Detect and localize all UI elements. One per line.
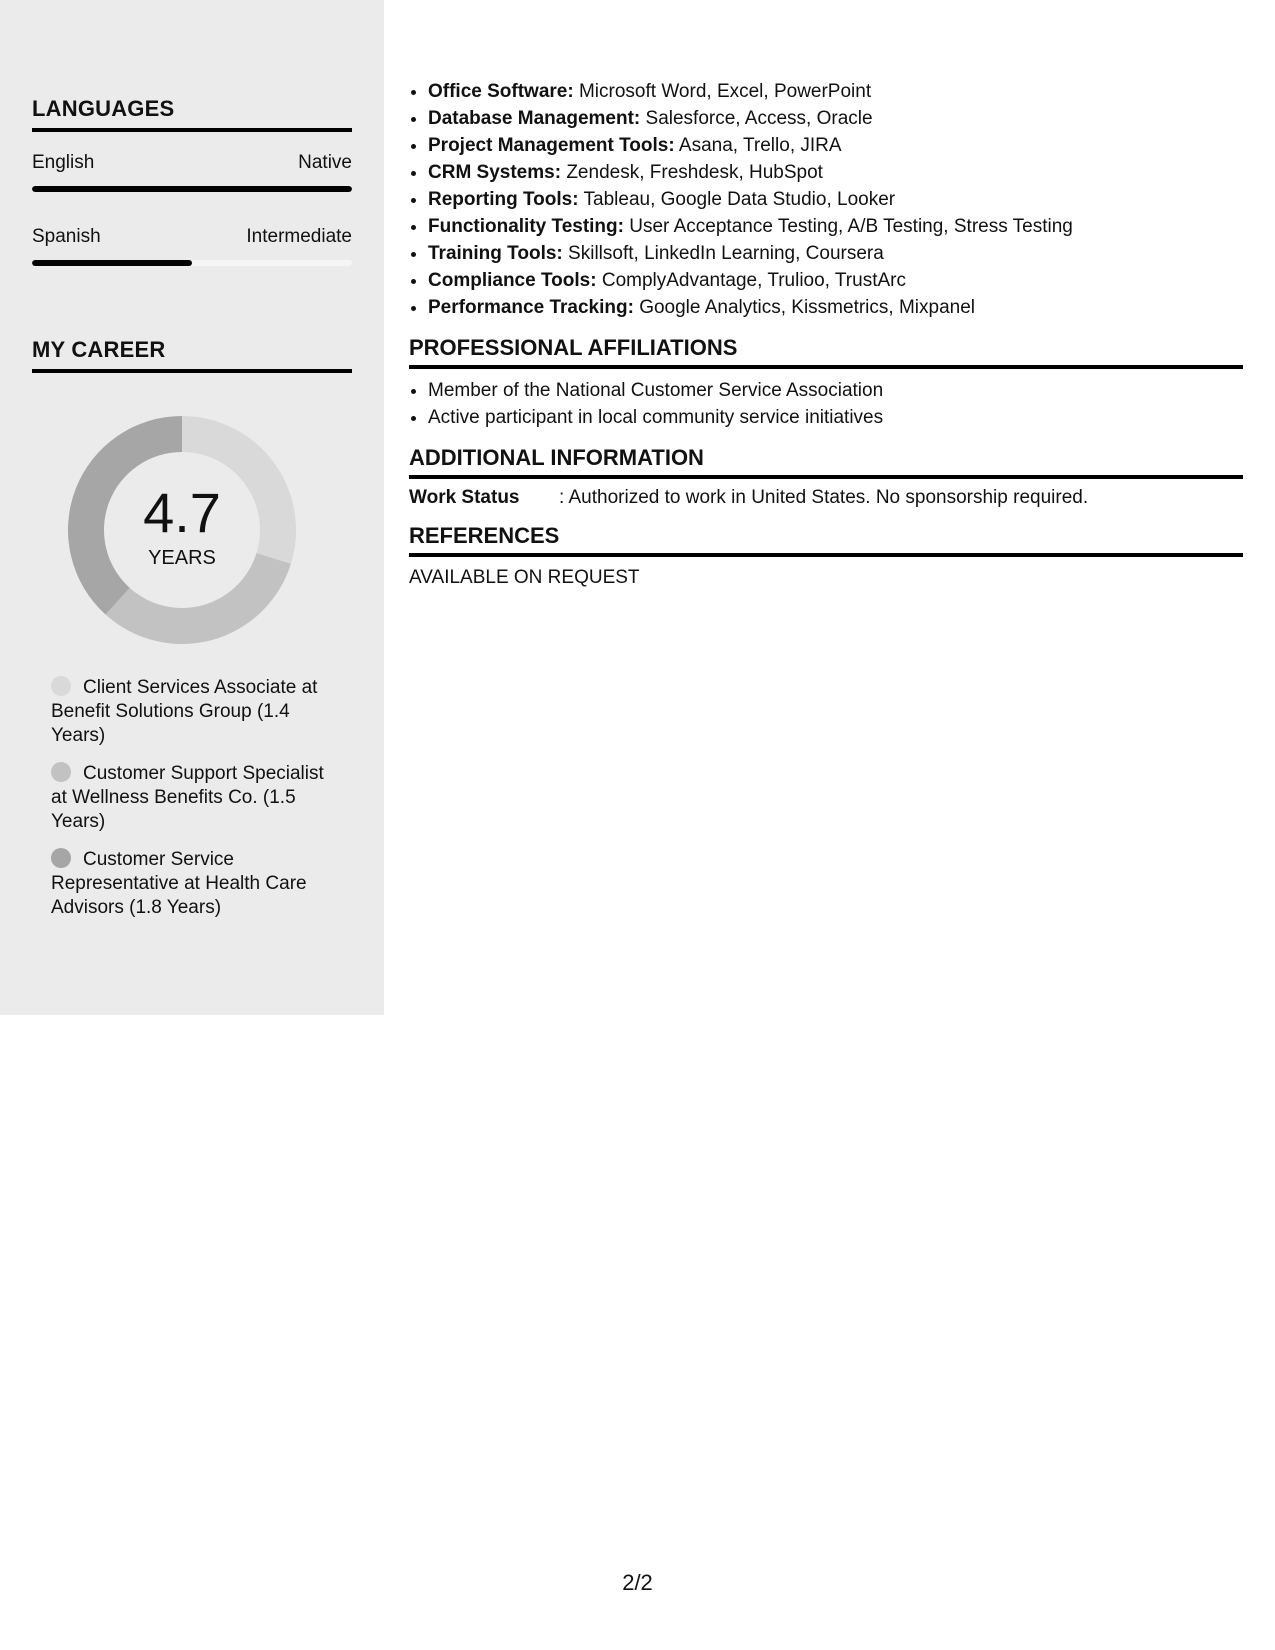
skills-list	[409, 78, 1243, 321]
legend-label: Client Services Associate at Benefit Solutions Group (1.4 Years)	[51, 677, 318, 746]
skill-label: Compliance Tools:	[428, 270, 597, 291]
work-status-value: : Authorized to work in United States. No sponsorship required.	[559, 487, 1089, 508]
career-legend	[51, 676, 336, 934]
career-section	[32, 337, 352, 373]
page-number: 2/2	[622, 1570, 653, 1595]
language-spanish	[32, 226, 352, 248]
additional-info-heading: ADDITIONAL INFORMATION	[409, 445, 1243, 479]
sidebar	[0, 0, 384, 1015]
skill-label: Office Software:	[428, 81, 574, 102]
skill-item	[428, 267, 1243, 294]
skill-value: Google Analytics, Kissmetrics, Mixpanel	[639, 297, 975, 318]
languages-heading: LANGUAGES	[32, 96, 352, 132]
legend-label: Customer Support Specialist at Wellness Benefits Co. (1.5 Years)	[51, 763, 324, 832]
languages-section	[32, 96, 352, 266]
skill-item	[428, 186, 1243, 213]
skill-value: Asana, Trello, JIRA	[678, 135, 842, 156]
language-bar	[32, 260, 352, 266]
skill-label: Database Management:	[428, 108, 641, 129]
skill-item	[428, 294, 1243, 321]
skill-value: User Acceptance Testing, A/B Testing, Stress Testing	[629, 216, 1073, 237]
language-level: Native	[298, 152, 352, 173]
language-english	[32, 152, 352, 174]
skill-item	[428, 132, 1243, 159]
legend-dot	[51, 848, 71, 868]
language-bar	[32, 186, 352, 192]
career-total-unit: YEARS	[148, 546, 216, 569]
skill-value: Skillsoft, LinkedIn Learning, Coursera	[568, 243, 884, 264]
career-donut-chart	[62, 410, 302, 650]
skill-value: Salesforce, Access, Oracle	[645, 108, 873, 129]
language-name: English	[32, 152, 95, 173]
affiliations-list	[409, 377, 1243, 431]
legend-item	[51, 676, 336, 748]
skill-label: Reporting Tools:	[428, 189, 579, 210]
skill-value: ComplyAdvantage, Trulioo, TrustArc	[601, 270, 906, 291]
skill-value: Tableau, Google Data Studio, Looker	[583, 189, 896, 210]
career-heading: MY CAREER	[32, 337, 352, 373]
legend-label: Customer Service Representative at Health Care Advisors (1.8 Years)	[51, 849, 307, 918]
skill-value: Microsoft Word, Excel, PowerPoint	[578, 81, 872, 102]
skill-item	[428, 78, 1243, 105]
affiliation-item: • Active participant in local community service initiatives	[428, 404, 1243, 431]
skill-label: Functionality Testing:	[428, 216, 624, 237]
work-status-row	[409, 487, 1243, 509]
legend-dot	[51, 762, 71, 782]
skill-label: Training Tools:	[428, 243, 563, 264]
skill-item	[428, 240, 1243, 267]
skill-label: Project Management Tools:	[428, 135, 675, 156]
legend-item	[51, 762, 336, 834]
references-text: AVAILABLE ON REQUEST	[409, 567, 640, 588]
affiliations-heading: PROFESSIONAL AFFILIATIONS	[409, 335, 1243, 369]
legend-dot	[51, 676, 71, 696]
language-name: Spanish	[32, 226, 101, 247]
skill-item	[428, 213, 1243, 240]
skill-label: CRM Systems:	[428, 162, 562, 183]
affiliation-item: • Member of the National Customer Service Association	[428, 377, 1243, 404]
language-level: Intermediate	[246, 226, 352, 247]
skill-item	[428, 105, 1243, 132]
career-total-value: 4.7	[143, 480, 221, 544]
legend-item	[51, 848, 336, 920]
language-bar-fill	[32, 260, 192, 266]
language-bar-fill	[32, 186, 352, 192]
donut-center	[62, 410, 302, 650]
main-content	[409, 78, 1243, 589]
work-status-label: Work Status	[409, 487, 520, 508]
skill-item	[428, 159, 1243, 186]
references-heading: REFERENCES	[409, 523, 1243, 557]
skill-value: Zendesk, Freshdesk, HubSpot	[566, 162, 823, 183]
skill-label: Performance Tracking:	[428, 297, 634, 318]
